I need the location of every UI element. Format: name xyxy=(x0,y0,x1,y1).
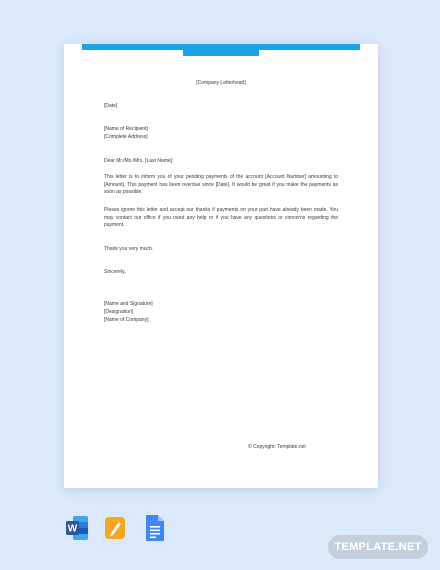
signature-placeholder: [Name and Signature] xyxy=(104,301,153,307)
recipient-name: [Name of Recipient] xyxy=(104,126,148,132)
recipient-address: [Complete Address] xyxy=(104,134,148,140)
paragraph-2: Please ignore this letter and accept our thanks if payments on your part have already been made. You may contact our office if you need any help or if you have any questions or concerns regarding the payment. xyxy=(104,207,338,229)
template-net-logo-badge: TEMPLATE.NET xyxy=(328,535,428,559)
copyright-note: © Copyright: Template.net xyxy=(248,444,306,450)
company-letterhead: [Company Letterhead] xyxy=(196,80,246,86)
header-tab xyxy=(183,50,259,56)
thanks-line: Thank you very much. xyxy=(104,246,154,252)
word-icon[interactable] xyxy=(66,514,88,542)
salutation: Dear Mr./Ms./Mrs. [Last Name]: xyxy=(104,158,174,164)
company-name-placeholder: [Name of Company] xyxy=(104,317,149,323)
paragraph-1: This letter is to inform you of your pending payments of the account [Account Number] amounting to [Amount]. This payment has been overdue since [Date]. It would be great if you make the payments as soon as possible. xyxy=(104,174,338,196)
letter-date: [Date] xyxy=(104,103,118,109)
pages-icon[interactable] xyxy=(104,514,126,542)
designation-placeholder: [Designation] xyxy=(104,309,134,315)
letter-page xyxy=(64,44,378,488)
closing: Sincerely, xyxy=(104,269,126,275)
google-docs-icon[interactable] xyxy=(144,514,166,542)
svg-text:W: W xyxy=(67,523,78,535)
